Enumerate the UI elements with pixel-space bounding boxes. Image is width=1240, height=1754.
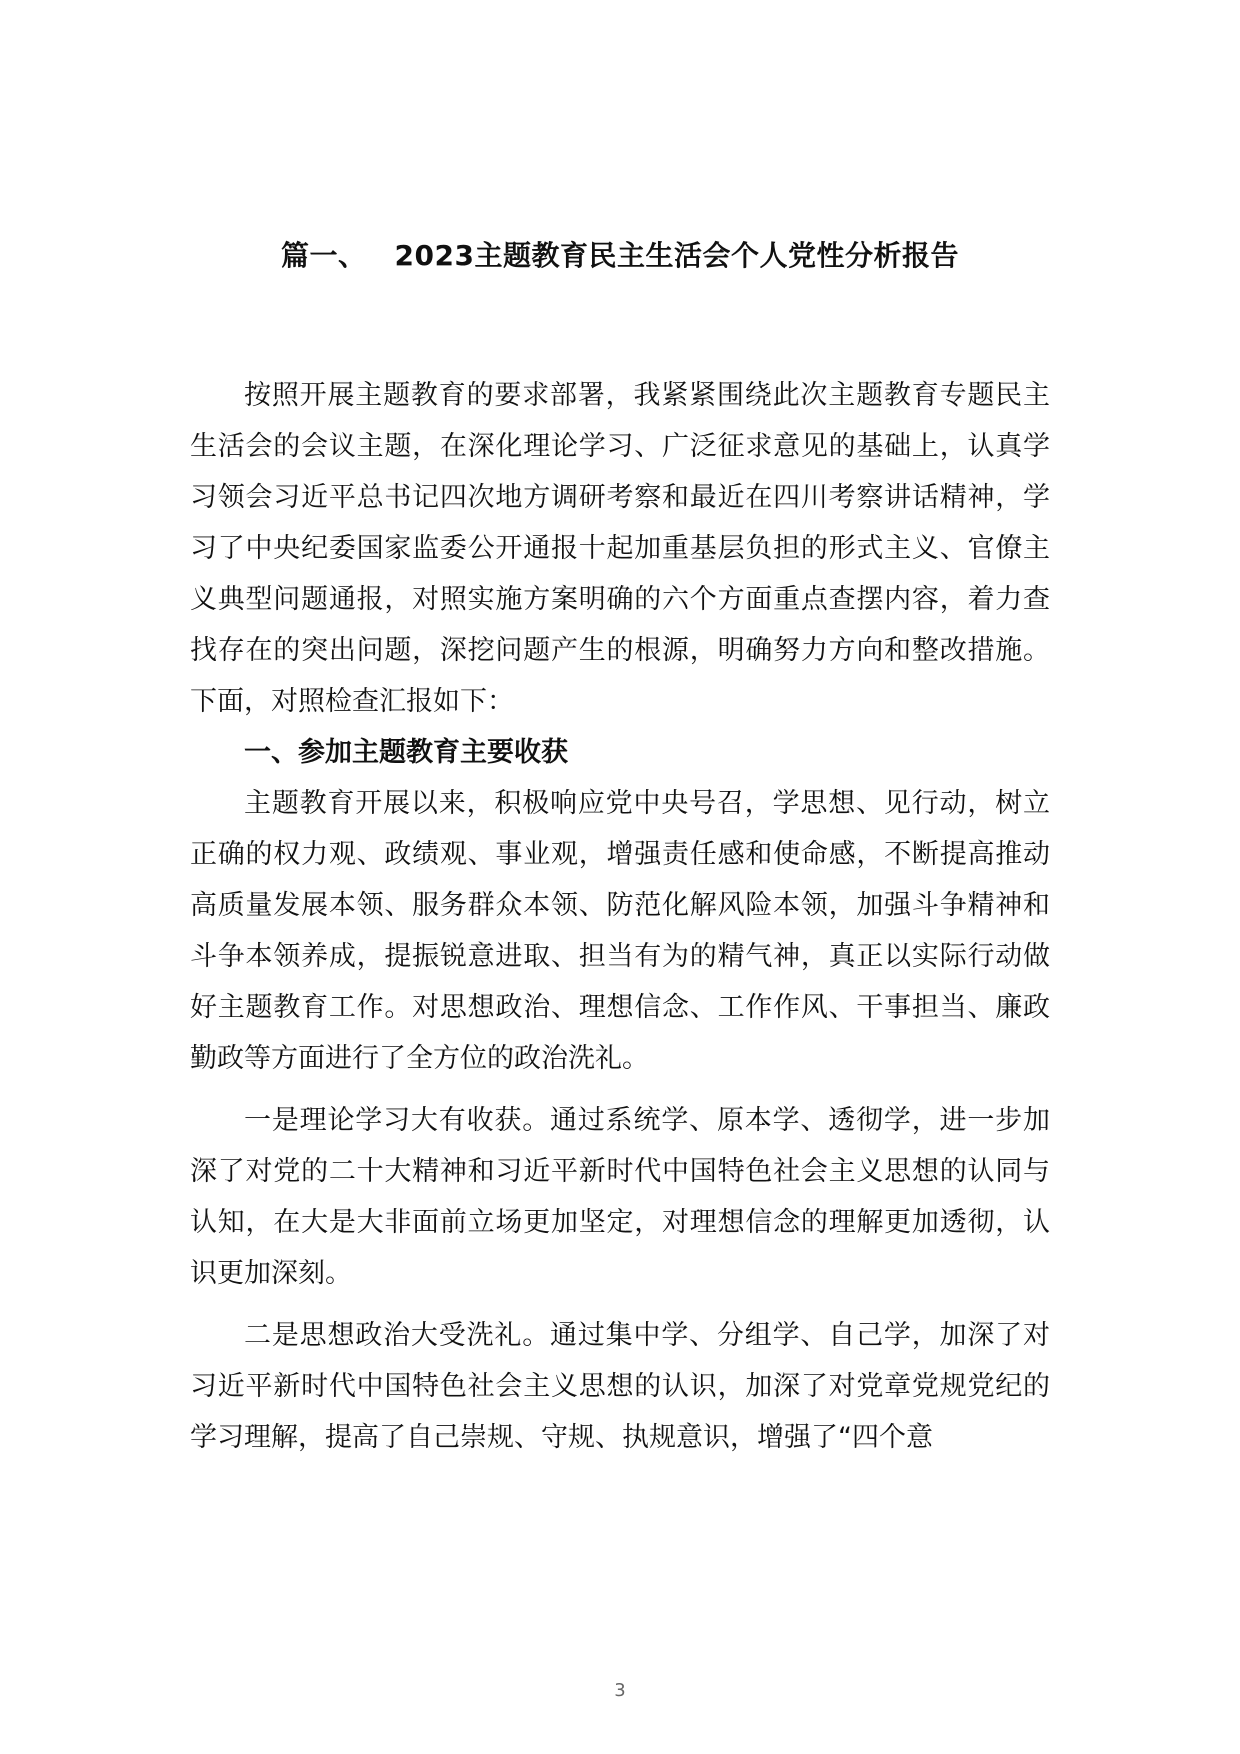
document-body — [190, 370, 1050, 1463]
document-title — [0, 236, 1240, 276]
section-heading: 一、参加主题教育主要收获 — [244, 737, 568, 768]
body-paragraph: 一是理论学习大有收获。通过系统学、原本学、透彻学，进一步加深了对党的二十大精神和习近平新时代中国特色社会主义思想的认同与认知，在大是大非面前立场更加坚定，对理想信念的理解更加透彻，认识更加深刻。 — [190, 1105, 1050, 1289]
title-main: 2023主题教育民主生活会个人党性分析报告 — [394, 239, 959, 272]
intro-paragraph: 按照开展主题教育的要求部署，我紧紧围绕此次主题教育专题民主生活会的会议主题，在深化理论学习、广泛征求意见的基础上，认真学习领会习近平总书记四次地方调研考察和最近在四川考察讲话精神，学习了中央纪委国家监委公开通报十起加重基层负担的形式主义、官僚主义典型问题通报，对照实施方案明确的六个方面重点查摆内容，着力查找存在的突出问题，深挖问题产生的根源，明确努力方向和整改措施。下面，对照检查汇报如下： — [190, 380, 1050, 717]
title-prefix: 篇一、 — [281, 239, 367, 272]
page-number: 3 — [614, 1680, 626, 1701]
body-paragraph: 二是思想政治大受洗礼。通过集中学、分组学、自己学，加深了对习近平新时代中国特色社会主义思想的认识，加深了对党章党规党纪的学习理解，提高了自己崇规、守规、执规意识，增强了“四个意 — [190, 1320, 1050, 1453]
body-paragraph: 主题教育开展以来，积极响应党中央号召，学思想、见行动，树立正确的权力观、政绩观、事业观，增强责任感和使命感，不断提高推动高质量发展本领、服务群众本领、防范化解风险本领，加强斗争精神和斗争本领养成，提振锐意进取、担当有为的精气神，真正以实际行动做好主题教育工作。对思想政治、理想信念、工作作风、干事担当、廉政勤政等方面进行了全方位的政治洗礼。 — [190, 788, 1050, 1074]
